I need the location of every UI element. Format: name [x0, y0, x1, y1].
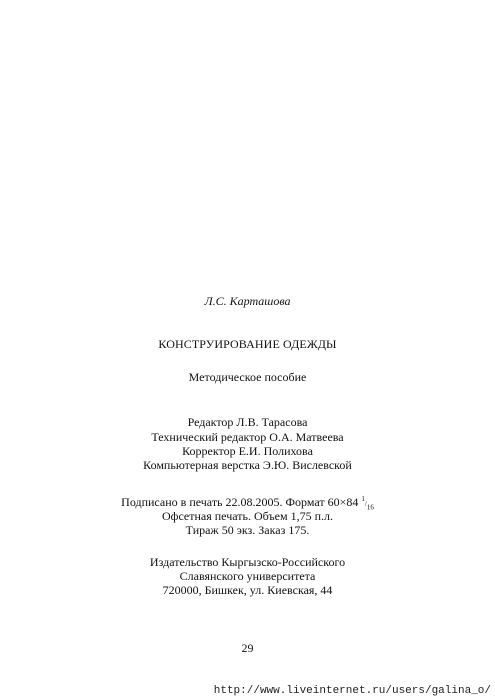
- book-title: КОНСТРУИРОВАНИЕ ОДЕЖДЫ: [158, 337, 337, 351]
- print-run-line: Тираж 50 экз. Заказ 175.: [185, 523, 310, 537]
- credit-technical-editor: Технический редактор О.А. Матвеева: [151, 430, 344, 444]
- format-fraction-numerator: 1: [361, 495, 365, 503]
- print-signed-line: Подписано в печать 22.08.2005. Формат 60×84 $^1/_{16}$: [121, 495, 374, 512]
- author-name: Л.С. Карташова: [204, 294, 291, 308]
- page-number: 29: [241, 641, 254, 655]
- publisher-university: Славянского университета: [179, 569, 316, 583]
- credit-layout: Компьютерная верстка Э.Ю. Вислевской: [143, 458, 352, 472]
- print-paper-line: Офсетная печать. Объем 1,75 п.л.: [162, 509, 333, 523]
- publisher-name: Издательство Кыргызско-Российского: [149, 555, 346, 569]
- publisher-address: 720000, Бишкек, ул. Киевская, 44: [162, 583, 333, 597]
- format-fraction-denominator: 16: [366, 503, 374, 512]
- credit-proofreader: Корректор Е.И. Полихова: [182, 444, 313, 458]
- print-signed-text: Подписано в печать 22.08.2005. Формат 60×84: [121, 495, 359, 509]
- credit-editor: Редактор Л.В. Тарасова: [187, 415, 308, 429]
- book-subtitle: Методическое пособие: [188, 370, 307, 384]
- source-watermark: http://www.liveinternet.ru/users/galina_o/: [213, 685, 491, 697]
